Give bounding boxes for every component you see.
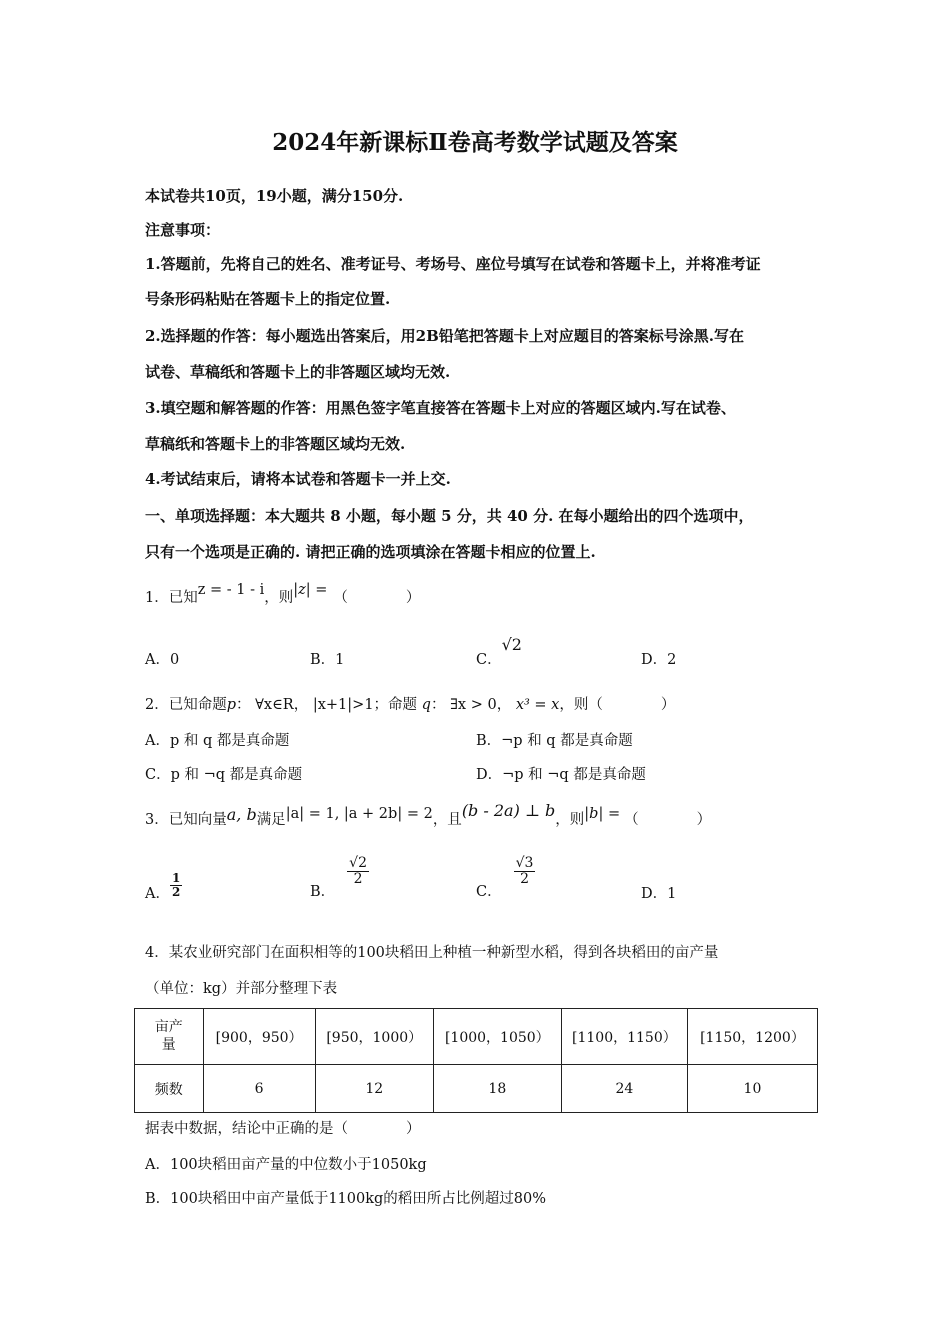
q2-colon: ： [236,697,251,713]
q3-then: ，则 [555,812,585,828]
q1-option-a: A．0 [145,652,180,668]
q2-option-d: D．¬p 和 ¬q 都是真命题 [476,767,646,783]
notice-3-line-1: 3.填空题和解答题的作答：用黑色签字笔直接答在答题卡上对应的答题区域内.写在试卷、 [145,399,736,417]
table-header-cell: 频数 [135,1065,204,1113]
notice-2-line-2: 试卷、草稿纸和答题卡上的非答题区域均无效. [145,363,451,381]
q3-option-a-fraction [170,872,182,899]
q2-proposition-q: q [421,697,431,713]
notice-heading: 注意事项： [145,221,221,239]
q3-modulus: |b| = [584,806,621,822]
q3-option-d: D．1 [641,886,677,902]
yield-frequency-table [134,1008,818,1113]
table-cell: [1150，1200） [687,1009,817,1065]
question-1 [145,582,421,607]
q1-option-c [476,635,522,669]
q2-colon-2: ： [430,697,446,713]
table-row [135,1009,818,1065]
notice-4: 4.考试结束后，请将本试卷和答题卡一并上交. [145,470,451,488]
q1-mid: ，则 [264,590,294,606]
q2-tail: ，则（ ） [559,697,676,713]
q3-vectors: a, b [226,805,257,824]
q3-option-b-numerator: √2 [349,855,367,871]
notice-1-line-1: 1.答题前，先将自己的姓名、准考证号、考场号、座位号填写在试卷和答题卡上，并将准考证 [145,255,761,273]
q2-condition-p: |x+1|>1 [312,697,374,713]
q2-condition-q: x³ = x [515,697,560,713]
q3-satisfy: 满足 [256,812,286,828]
q3-answer-blank: （ ） [624,812,712,828]
intro-text: 本试卷共10页，19小题，满分150分. [145,187,404,205]
q3-option-c-numerator: √3 [515,855,534,871]
table-row [135,1065,818,1113]
q1-answer-blank: （ ） [333,590,421,606]
q4-question: 据表中数据，结论中正确的是（ ） [145,1121,421,1137]
q1-option-c-label: C． [476,652,502,668]
table-header-cell: 亩产量 [135,1009,204,1065]
q3-option-b [310,855,369,900]
table-cell: [1100，1150） [561,1009,687,1065]
question-3 [145,801,712,829]
q3-option-c-denominator: 2 [520,871,529,888]
section-1-line-2: 只有一个选项是正确的. 请把正确的选项填涂在答题卡相应的位置上. [145,543,596,561]
q3-and: ，且 [432,812,462,828]
q3-option-c-fraction [514,856,536,888]
q3-option-b-label: B． [310,883,336,900]
q3-option-a [145,862,182,902]
q4-option-a: A．100块稻田亩产量的中位数小于1050kg [145,1157,427,1173]
q3-option-b-fraction [347,856,369,888]
q2-forall: ∀x∈R， [255,697,309,713]
notice-1-line-2: 号条形码粘贴在答题卡上的指定位置. [145,290,391,308]
table-cell: 10 [687,1065,817,1113]
q2-proposition-p: p [226,697,237,713]
table-cell: 24 [561,1065,687,1113]
q3-option-c [476,855,535,900]
q4-stem-line-1: 4．某农业研究部门在面积相等的100块稻田上种植一种新型水稻，得到各块稻田的亩产量 [145,945,719,961]
table-cell: [950，1000） [315,1009,433,1065]
table-cell: [1000，1050） [433,1009,561,1065]
q3-condition: |a| = 1, |a + 2b| = 2 [285,806,433,822]
q2-option-c: C．p 和 ¬q 都是真命题 [145,767,303,783]
q3-perpendicular: (b - 2a) ⊥ b [461,801,556,820]
q3-option-b-denominator: 2 [353,871,363,888]
q3-option-a-denominator: 2 [171,885,181,900]
notice-2-line-1: 2.选择题的作答：每小题选出答案后，用2B铅笔把答题卡上对应题目的答案标号涂黑.写在 [145,327,745,345]
q1-option-b: B．1 [310,652,345,668]
q1-option-d: D．2 [641,652,677,668]
q4-option-b: B．100块稻田中亩产量低于1100kg的稻田所占比例超过80% [145,1191,547,1207]
q1-expression: z = - 1 - i [197,582,265,598]
q3-option-a-label: A． [145,885,170,902]
q3-option-c-label: C． [476,883,502,900]
table-cell: 6 [203,1065,315,1113]
q1-modulus: |z| = [293,582,328,598]
page-title: 2024年新课标Ⅱ卷高考数学试题及答案 [272,129,678,156]
question-2 [145,693,675,714]
q3-option-a-numerator: 1 [171,871,181,885]
section-1-line-1: 一、单项选择题：本大题共 8 小题，每小题 5 分，共 40 分. 在每小题给出的四个选项中， [145,507,754,525]
q2-option-b: B．¬p 和 q 都是真命题 [476,733,633,749]
table-cell: 18 [433,1065,561,1113]
table-cell: 12 [315,1065,433,1113]
q1-prefix: 1．已知 [145,590,198,606]
q2-option-a: A．p 和 q 都是真命题 [145,733,290,749]
q3-prefix: 3．已知向量 [145,812,227,828]
q2-semicolon: ；命题 [373,697,418,713]
notice-3-line-2: 草稿纸和答题卡上的非答题区域均无效. [145,435,406,453]
table-cell: [900，950） [203,1009,315,1065]
q2-prefix: 2．已知命题 [145,697,227,713]
q2-exists: ∃x > 0， [450,697,512,713]
q1-option-c-value: √2 [501,635,522,654]
q4-stem-line-2: （单位：kg）并部分整理下表 [145,981,338,997]
